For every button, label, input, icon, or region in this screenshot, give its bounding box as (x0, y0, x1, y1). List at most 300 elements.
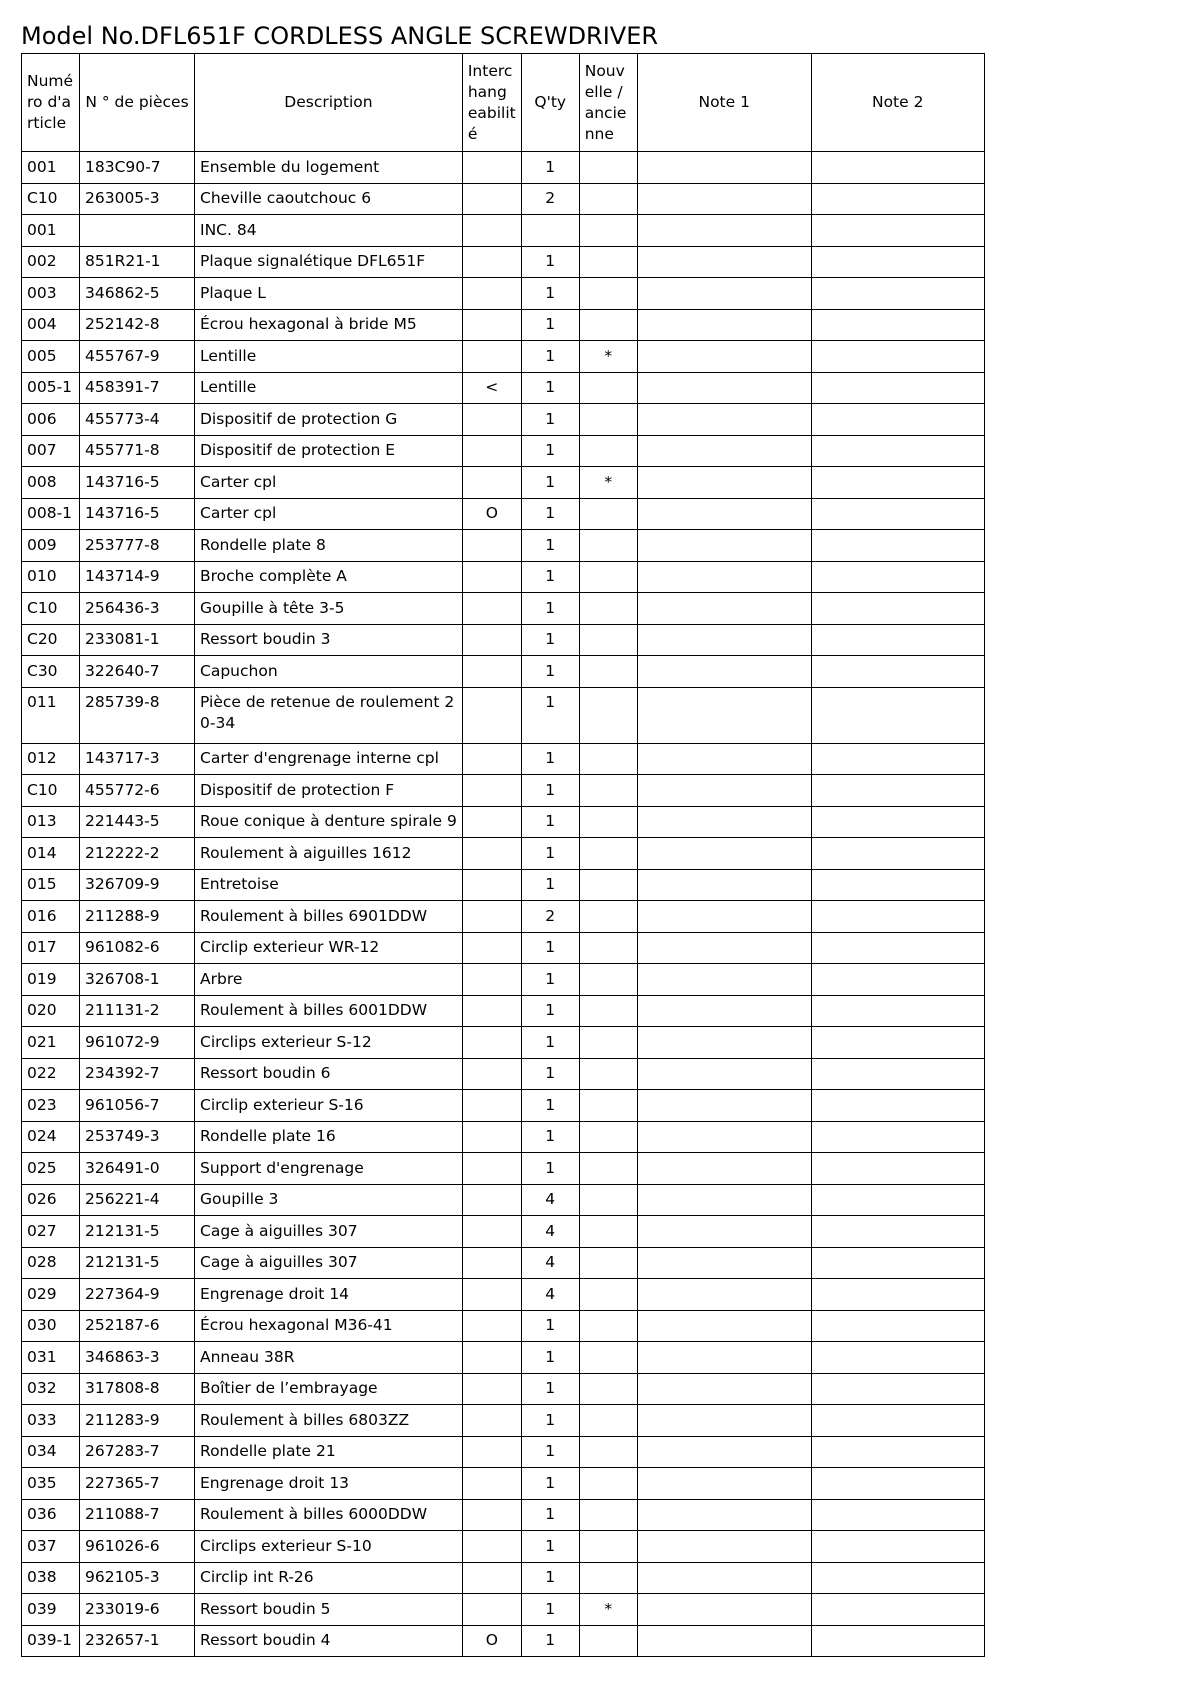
cell-item-number: 003 (22, 278, 80, 310)
cell-part-number: 183C90-7 (80, 152, 195, 184)
cell-quantity: 1 (521, 1499, 579, 1531)
cell-item-number: 001 (22, 152, 80, 184)
cell-note-2 (811, 404, 984, 436)
cell-note-2 (811, 775, 984, 807)
cell-part-number: 221443-5 (80, 806, 195, 838)
cell-new-old (579, 530, 637, 562)
table-row (22, 1562, 985, 1594)
cell-part-number: 322640-7 (80, 656, 195, 688)
cell-note-2 (811, 995, 984, 1027)
cell-note-1 (637, 1027, 811, 1059)
cell-interchangeability (462, 1310, 521, 1342)
table-row (22, 1247, 985, 1279)
parts-table (21, 53, 985, 1657)
cell-description: Circlips exterieur S-10 (195, 1531, 463, 1563)
cell-interchangeability: < (462, 372, 521, 404)
cell-note-1 (637, 1436, 811, 1468)
cell-item-number: 013 (22, 806, 80, 838)
cell-quantity: 1 (521, 1090, 579, 1122)
cell-item-number: 038 (22, 1562, 80, 1594)
cell-note-2 (811, 1468, 984, 1500)
cell-part-number: 455771-8 (80, 435, 195, 467)
cell-interchangeability (462, 687, 521, 743)
cell-note-2 (811, 593, 984, 625)
cell-quantity: 1 (521, 806, 579, 838)
cell-interchangeability (462, 775, 521, 807)
cell-item-number: C20 (22, 624, 80, 656)
cell-note-1 (637, 1405, 811, 1437)
table-row (22, 1310, 985, 1342)
cell-interchangeability (462, 869, 521, 901)
cell-interchangeability (462, 743, 521, 775)
cell-quantity: 1 (521, 372, 579, 404)
cell-description: Carter d'engrenage interne cpl (195, 743, 463, 775)
cell-note-1 (637, 901, 811, 933)
cell-note-1 (637, 687, 811, 743)
cell-new-old (579, 687, 637, 743)
cell-note-1 (637, 467, 811, 499)
cell-new-old (579, 372, 637, 404)
table-row (22, 561, 985, 593)
cell-interchangeability (462, 624, 521, 656)
cell-interchangeability (462, 1216, 521, 1248)
cell-note-2 (811, 1499, 984, 1531)
cell-interchangeability (462, 1090, 521, 1122)
table-row (22, 372, 985, 404)
cell-description: Goupille 3 (195, 1184, 463, 1216)
cell-part-number: 455772-6 (80, 775, 195, 807)
cell-new-old: * (579, 467, 637, 499)
cell-interchangeability (462, 341, 521, 373)
cell-item-number: 024 (22, 1121, 80, 1153)
header-note-2: Note 2 (811, 54, 984, 152)
cell-part-number: 961026-6 (80, 1531, 195, 1563)
cell-note-2 (811, 1436, 984, 1468)
cell-quantity: 4 (521, 1279, 579, 1311)
cell-part-number: 458391-7 (80, 372, 195, 404)
cell-interchangeability (462, 1373, 521, 1405)
cell-note-2 (811, 309, 984, 341)
cell-note-2 (811, 152, 984, 184)
table-row (22, 215, 985, 247)
cell-part-number: 455773-4 (80, 404, 195, 436)
cell-item-number: 010 (22, 561, 80, 593)
cell-note-2 (811, 498, 984, 530)
cell-note-1 (637, 775, 811, 807)
cell-interchangeability (462, 1531, 521, 1563)
cell-note-2 (811, 932, 984, 964)
cell-item-number: 007 (22, 435, 80, 467)
cell-quantity: 4 (521, 1184, 579, 1216)
cell-new-old (579, 404, 637, 436)
cell-note-1 (637, 1499, 811, 1531)
cell-quantity: 1 (521, 152, 579, 184)
cell-item-number: C10 (22, 775, 80, 807)
cell-part-number: 211131-2 (80, 995, 195, 1027)
cell-note-1 (637, 1058, 811, 1090)
cell-interchangeability (462, 1121, 521, 1153)
cell-quantity: 1 (521, 309, 579, 341)
cell-item-number: 033 (22, 1405, 80, 1437)
cell-note-1 (637, 1279, 811, 1311)
cell-item-number: 025 (22, 1153, 80, 1185)
cell-note-1 (637, 869, 811, 901)
cell-note-1 (637, 1625, 811, 1657)
cell-note-2 (811, 1531, 984, 1563)
cell-quantity: 2 (521, 901, 579, 933)
cell-description: Cage à aiguilles 307 (195, 1216, 463, 1248)
cell-note-2 (811, 1216, 984, 1248)
cell-part-number: 143716-5 (80, 467, 195, 499)
cell-new-old (579, 1625, 637, 1657)
cell-item-number: 023 (22, 1090, 80, 1122)
cell-new-old (579, 498, 637, 530)
cell-description: Roulement à billes 6001DDW (195, 995, 463, 1027)
cell-interchangeability (462, 901, 521, 933)
cell-item-number: 008-1 (22, 498, 80, 530)
cell-new-old (579, 1184, 637, 1216)
cell-item-number: 009 (22, 530, 80, 562)
cell-description: Carter cpl (195, 467, 463, 499)
cell-note-2 (811, 467, 984, 499)
cell-note-1 (637, 1562, 811, 1594)
cell-new-old (579, 1121, 637, 1153)
cell-note-2 (811, 1405, 984, 1437)
cell-quantity (521, 215, 579, 247)
cell-interchangeability (462, 1027, 521, 1059)
cell-new-old (579, 743, 637, 775)
cell-note-1 (637, 1373, 811, 1405)
cell-interchangeability (462, 530, 521, 562)
cell-item-number: 005 (22, 341, 80, 373)
cell-new-old (579, 1027, 637, 1059)
cell-interchangeability (462, 561, 521, 593)
table-row (22, 1625, 985, 1657)
cell-quantity: 1 (521, 624, 579, 656)
cell-part-number: 227364-9 (80, 1279, 195, 1311)
cell-part-number: 253749-3 (80, 1121, 195, 1153)
cell-note-1 (637, 341, 811, 373)
cell-interchangeability (462, 1058, 521, 1090)
cell-note-1 (637, 1090, 811, 1122)
cell-quantity: 1 (521, 561, 579, 593)
cell-new-old (579, 624, 637, 656)
cell-item-number: C10 (22, 593, 80, 625)
cell-interchangeability (462, 656, 521, 688)
table-row (22, 1279, 985, 1311)
cell-new-old (579, 561, 637, 593)
cell-note-2 (811, 435, 984, 467)
table-row (22, 743, 985, 775)
table-row (22, 1090, 985, 1122)
cell-new-old: * (579, 341, 637, 373)
cell-description: Rondelle plate 16 (195, 1121, 463, 1153)
cell-item-number: 031 (22, 1342, 80, 1374)
table-row (22, 309, 985, 341)
cell-part-number: 263005-3 (80, 183, 195, 215)
cell-new-old (579, 1058, 637, 1090)
cell-note-1 (637, 372, 811, 404)
cell-part-number: 346863-3 (80, 1342, 195, 1374)
cell-item-number: 027 (22, 1216, 80, 1248)
table-row (22, 775, 985, 807)
cell-note-1 (637, 278, 811, 310)
cell-item-number: C30 (22, 656, 80, 688)
cell-description: Ensemble du logement (195, 152, 463, 184)
cell-quantity: 1 (521, 1373, 579, 1405)
table-row (22, 278, 985, 310)
cell-description: Rondelle plate 21 (195, 1436, 463, 1468)
table-row (22, 1405, 985, 1437)
cell-note-2 (811, 1058, 984, 1090)
table-row (22, 152, 985, 184)
cell-quantity: 1 (521, 404, 579, 436)
cell-part-number: 211288-9 (80, 901, 195, 933)
cell-item-number: 030 (22, 1310, 80, 1342)
cell-item-number: 011 (22, 687, 80, 743)
cell-item-number: 012 (22, 743, 80, 775)
cell-item-number: 021 (22, 1027, 80, 1059)
table-row (22, 467, 985, 499)
cell-note-2 (811, 624, 984, 656)
table-row (22, 530, 985, 562)
cell-description: Pièce de retenue de roulement 2 0-34 (195, 687, 463, 743)
cell-part-number: 252187-6 (80, 1310, 195, 1342)
cell-quantity: 1 (521, 530, 579, 562)
cell-new-old (579, 775, 637, 807)
cell-part-number: 143716-5 (80, 498, 195, 530)
cell-note-2 (811, 561, 984, 593)
cell-quantity: 1 (521, 1153, 579, 1185)
cell-item-number: C10 (22, 183, 80, 215)
cell-interchangeability (462, 806, 521, 838)
cell-quantity: 1 (521, 341, 579, 373)
cell-interchangeability (462, 467, 521, 499)
cell-note-2 (811, 372, 984, 404)
table-row (22, 1121, 985, 1153)
cell-note-2 (811, 1090, 984, 1122)
cell-new-old (579, 656, 637, 688)
cell-new-old (579, 1405, 637, 1437)
cell-item-number: 026 (22, 1184, 80, 1216)
cell-description: Plaque signalétique DFL651F (195, 246, 463, 278)
cell-item-number: 034 (22, 1436, 80, 1468)
cell-quantity: 1 (521, 743, 579, 775)
cell-note-1 (637, 964, 811, 996)
cell-quantity: 1 (521, 964, 579, 996)
table-row (22, 964, 985, 996)
cell-note-1 (637, 215, 811, 247)
cell-description: Ressort boudin 3 (195, 624, 463, 656)
page-title: Model No.DFL651F CORDLESS ANGLE SCREWDRIVER (21, 22, 659, 50)
table-row (22, 1027, 985, 1059)
cell-note-1 (637, 1153, 811, 1185)
cell-item-number: 039-1 (22, 1625, 80, 1657)
cell-note-2 (811, 806, 984, 838)
cell-part-number: 326708-1 (80, 964, 195, 996)
cell-part-number: 143714-9 (80, 561, 195, 593)
cell-quantity: 1 (521, 1625, 579, 1657)
cell-interchangeability (462, 309, 521, 341)
cell-quantity: 1 (521, 1310, 579, 1342)
table-row (22, 1058, 985, 1090)
cell-note-2 (811, 687, 984, 743)
cell-new-old (579, 1153, 637, 1185)
cell-interchangeability: O (462, 498, 521, 530)
cell-interchangeability (462, 1594, 521, 1626)
cell-item-number: 032 (22, 1373, 80, 1405)
cell-note-2 (811, 1184, 984, 1216)
cell-new-old (579, 183, 637, 215)
cell-item-number: 020 (22, 995, 80, 1027)
cell-interchangeability (462, 1499, 521, 1531)
cell-new-old (579, 278, 637, 310)
cell-item-number: 039 (22, 1594, 80, 1626)
cell-new-old (579, 1216, 637, 1248)
cell-note-2 (811, 215, 984, 247)
cell-interchangeability (462, 152, 521, 184)
cell-note-1 (637, 1216, 811, 1248)
cell-note-1 (637, 1342, 811, 1374)
cell-item-number: 036 (22, 1499, 80, 1531)
cell-note-2 (811, 1153, 984, 1185)
cell-interchangeability (462, 215, 521, 247)
table-row (22, 1499, 985, 1531)
header-part-number: N ° de pièces (80, 54, 195, 152)
table-row (22, 1436, 985, 1468)
cell-description: Roue conique à denture spirale 9 (195, 806, 463, 838)
cell-note-1 (637, 1121, 811, 1153)
cell-new-old: * (579, 1594, 637, 1626)
cell-part-number: 961082-6 (80, 932, 195, 964)
cell-description: Écrou hexagonal à bride M5 (195, 309, 463, 341)
cell-note-1 (637, 656, 811, 688)
cell-new-old (579, 932, 637, 964)
table-row (22, 246, 985, 278)
cell-description: Cheville caoutchouc 6 (195, 183, 463, 215)
cell-quantity: 1 (521, 467, 579, 499)
cell-quantity: 4 (521, 1247, 579, 1279)
cell-interchangeability (462, 995, 521, 1027)
cell-description: Broche complète A (195, 561, 463, 593)
cell-item-number: 004 (22, 309, 80, 341)
cell-note-1 (637, 743, 811, 775)
table-row (22, 183, 985, 215)
cell-description: Dispositif de protection G (195, 404, 463, 436)
cell-part-number: 346862-5 (80, 278, 195, 310)
cell-note-2 (811, 1121, 984, 1153)
cell-interchangeability (462, 1562, 521, 1594)
cell-note-2 (811, 1310, 984, 1342)
table-row (22, 995, 985, 1027)
cell-note-1 (637, 932, 811, 964)
cell-new-old (579, 593, 637, 625)
cell-note-1 (637, 838, 811, 870)
table-row (22, 838, 985, 870)
cell-new-old (579, 309, 637, 341)
cell-new-old (579, 901, 637, 933)
cell-description: Roulement à billes 6803ZZ (195, 1405, 463, 1437)
cell-note-1 (637, 1594, 811, 1626)
header-quantity: Q'ty (521, 54, 579, 152)
cell-note-2 (811, 530, 984, 562)
cell-part-number: 143717-3 (80, 743, 195, 775)
cell-interchangeability (462, 1405, 521, 1437)
cell-note-2 (811, 1625, 984, 1657)
cell-note-1 (637, 1184, 811, 1216)
cell-description: Circlip exterieur WR-12 (195, 932, 463, 964)
cell-note-2 (811, 278, 984, 310)
table-row (22, 404, 985, 436)
cell-description: Rondelle plate 8 (195, 530, 463, 562)
cell-description: Engrenage droit 14 (195, 1279, 463, 1311)
cell-item-number: 037 (22, 1531, 80, 1563)
cell-part-number: 211283-9 (80, 1405, 195, 1437)
cell-description: Capuchon (195, 656, 463, 688)
cell-new-old (579, 838, 637, 870)
cell-quantity: 1 (521, 1468, 579, 1500)
cell-part-number: 961072-9 (80, 1027, 195, 1059)
cell-interchangeability (462, 246, 521, 278)
cell-description: Goupille à tête 3-5 (195, 593, 463, 625)
cell-new-old (579, 1342, 637, 1374)
table-row (22, 687, 985, 743)
cell-new-old (579, 1436, 637, 1468)
cell-quantity: 1 (521, 1058, 579, 1090)
cell-part-number (80, 215, 195, 247)
header-interchangeability: Interc hang eabilit é (462, 54, 521, 152)
cell-quantity: 1 (521, 1562, 579, 1594)
header-description: Description (195, 54, 463, 152)
cell-interchangeability (462, 435, 521, 467)
cell-description: Ressort boudin 5 (195, 1594, 463, 1626)
cell-quantity: 1 (521, 869, 579, 901)
cell-note-2 (811, 1562, 984, 1594)
cell-description: Ressort boudin 4 (195, 1625, 463, 1657)
cell-part-number: 267283-7 (80, 1436, 195, 1468)
cell-item-number: 035 (22, 1468, 80, 1500)
cell-note-1 (637, 246, 811, 278)
cell-quantity: 1 (521, 775, 579, 807)
cell-part-number: 212131-5 (80, 1216, 195, 1248)
cell-note-1 (637, 309, 811, 341)
cell-description: Entretoise (195, 869, 463, 901)
cell-quantity: 1 (521, 278, 579, 310)
cell-new-old (579, 995, 637, 1027)
cell-note-2 (811, 838, 984, 870)
cell-note-2 (811, 964, 984, 996)
cell-part-number: 326491-0 (80, 1153, 195, 1185)
cell-part-number: 961056-7 (80, 1090, 195, 1122)
cell-note-1 (637, 530, 811, 562)
cell-new-old (579, 1090, 637, 1122)
cell-description: Roulement à aiguilles 1612 (195, 838, 463, 870)
table-row (22, 1531, 985, 1563)
cell-new-old (579, 246, 637, 278)
cell-item-number: 014 (22, 838, 80, 870)
cell-item-number: 019 (22, 964, 80, 996)
cell-quantity: 1 (521, 656, 579, 688)
cell-new-old (579, 1562, 637, 1594)
cell-description: Dispositif de protection E (195, 435, 463, 467)
cell-interchangeability (462, 1342, 521, 1374)
cell-quantity: 1 (521, 1405, 579, 1437)
cell-quantity: 1 (521, 838, 579, 870)
table-row (22, 593, 985, 625)
cell-part-number: 227365-7 (80, 1468, 195, 1500)
cell-note-2 (811, 183, 984, 215)
cell-note-2 (811, 869, 984, 901)
